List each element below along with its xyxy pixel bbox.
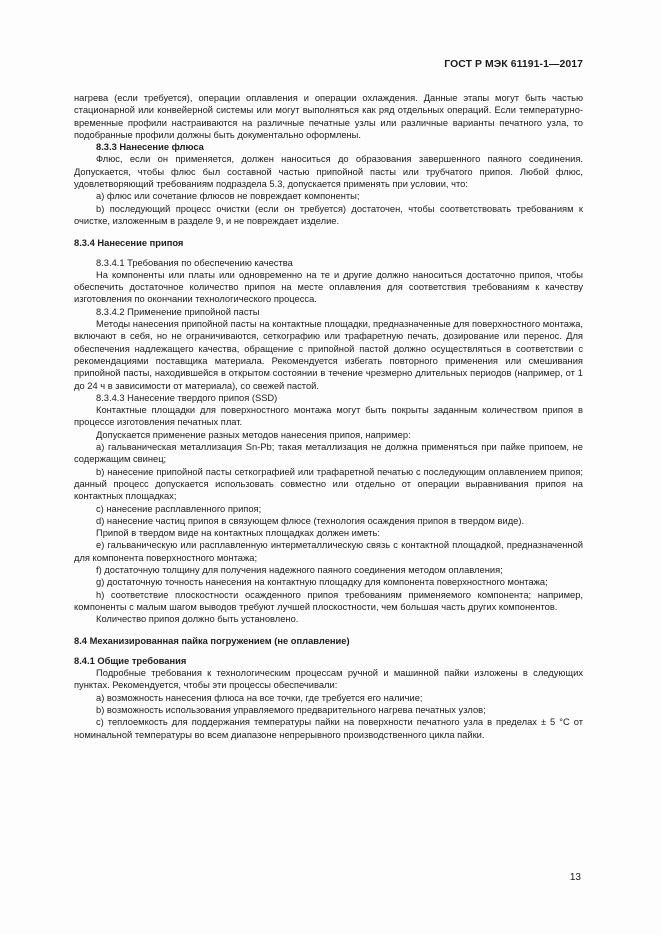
list-item: c) нанесение расплавленного припоя; [96,503,262,514]
list-item: d) нанесение частиц припоя в связующем флюсе (технология осаждения припоя в твердом виде). [96,515,525,526]
document-header: ГОСТ Р МЭК 61191-1—2017 [444,59,583,70]
subsection-heading: 8.4.1 Общие требования [74,655,187,666]
list-item: c) теплоемкость для поддержания температуры пайки на поверхности печатного узла в пределах ± 5 °С от номинальной температуры во всем диапазоне непрерывного производственного цикла пайки. [74,717,583,740]
list-item: e) гальваническую или расплавленную интерметаллическую связь с контактной площадкой, предназначенной для компонента поверхностного монтажа; [74,540,583,563]
list-item: a) флюс или сочетание флюсов не повреждает компоненты; [96,191,360,202]
list-item: a) возможность нанесения флюса на все точки, где требуется его наличие; [96,692,423,703]
section-heading: 8.3.4 Нанесение припоя [74,238,184,249]
list-item: b) последующий процесс очистки (если он требуется) достаточен, чтобы соответствовать требованиям к очистке, изложенным в разделе 9, и не повреждает изделие. [74,203,583,226]
list-item: b) нанесение припойной пасты сеткографией или трафаретной печатью с последующим оплавлением припоя; данный процесс допускается использовать совместно или отдельно от операции выравнивания припоя на контактных площадках; [74,466,583,502]
paragraph: На компоненты или платы или одновременно на те и другие должно наноситься достаточно припоя, чтобы обеспечить достаточное количество припоя на месте оплавления для соответствия требованиям к качеству изготовления по окончании технологического процесса. [74,269,583,305]
paragraph: Методы нанесения припойной пасты на контактные площадки, предназначенные для поверхностного монтажа, включают в себя, но не ограничиваются, сеткографию или трафаретную печать, дозирование или перенос. Для обеспечения надлежащего качества, обращение с припойной пастой должно осуществляться в соответствии с рекомендациями поставщика материала. Рекомендуется избегать повторного применения или смешивания припойной пасты, находившейся в открытом состоянии в течение чрезмерно длительных периодов (например, от 1 до 24 ч в зависимости от материала), со свежей пастой. [74,319,583,391]
section-heading: 8.4 Механизированная пайка погружением (не оплавление) [74,636,350,647]
list-item: g) достаточную точность нанесения на контактную площадку для компонента поверхностного монтажа; [96,577,548,588]
subsection-heading: 8.3.4.3 Нанесение твердого припоя (SSD) [96,392,278,403]
section-heading: 8.3.3 Нанесение флюса [96,142,204,153]
subsection-heading: 8.3.4.1 Требования по обеспечению качества [96,257,293,268]
subsection-heading: 8.3.4.2 Применение припойной пасты [96,306,260,317]
paragraph: нагрева (если требуется), операции оплавления и операции охлаждения. Данные этапы могут быть частью стационарной или конвейерной системы или могут выполняться как ряд отдельных операций. Если температурно-временные профили настраиваются на различные печатные узлы или различные варианты печатного узла, то подобранные профили должны быть документально оформлены. [74,93,583,140]
list-item: b) возможность использования управляемого предварительного нагрева печатных узлов; [96,704,486,715]
paragraph: Флюс, если он применяется, должен наноситься до образования завершенного паяного соединения. Допускается, чтобы флюс был составной частью припойной пасты или трубчатого припоя. Любой флюс, удовлетворяющий требованиям подраздела 5.3, допускается применять при условии, что: [74,154,583,190]
paragraph: Количество припоя должно быть установлено. [96,614,299,625]
list-item: f) достаточную толщину для получения надежного паяного соединения методом оплавления; [96,564,503,575]
paragraph: Контактные площадки для поверхностного монтажа могут быть покрыты заданным количеством припоя в процессе изготовления печатных плат. [74,405,583,428]
paragraph: Подробные требования к технологическим процессам ручной и машинной пайки изложены в следующих пунктах. Рекомендуется, чтобы эти процессы обеспечивали: [74,668,583,691]
paragraph: Припой в твердом виде на контактных площадках должен иметь: [96,528,380,539]
document-body [74,92,583,741]
list-item: h) соответствие плоскостности осажденного припоя требованиям применяемого компонента; например, компоненты с малым шагом выводов требуют лучшей плоскостности, чем большая часть других компонентов. [74,589,583,612]
list-item: a) гальваническая металлизация Sn-Pb; такая металлизация не должна применяться при пайке припоем, не содержащим свинец; [74,442,583,465]
paragraph: Допускается применение разных методов нанесения припоя, например: [96,429,411,440]
page-number: 13 [569,872,581,883]
